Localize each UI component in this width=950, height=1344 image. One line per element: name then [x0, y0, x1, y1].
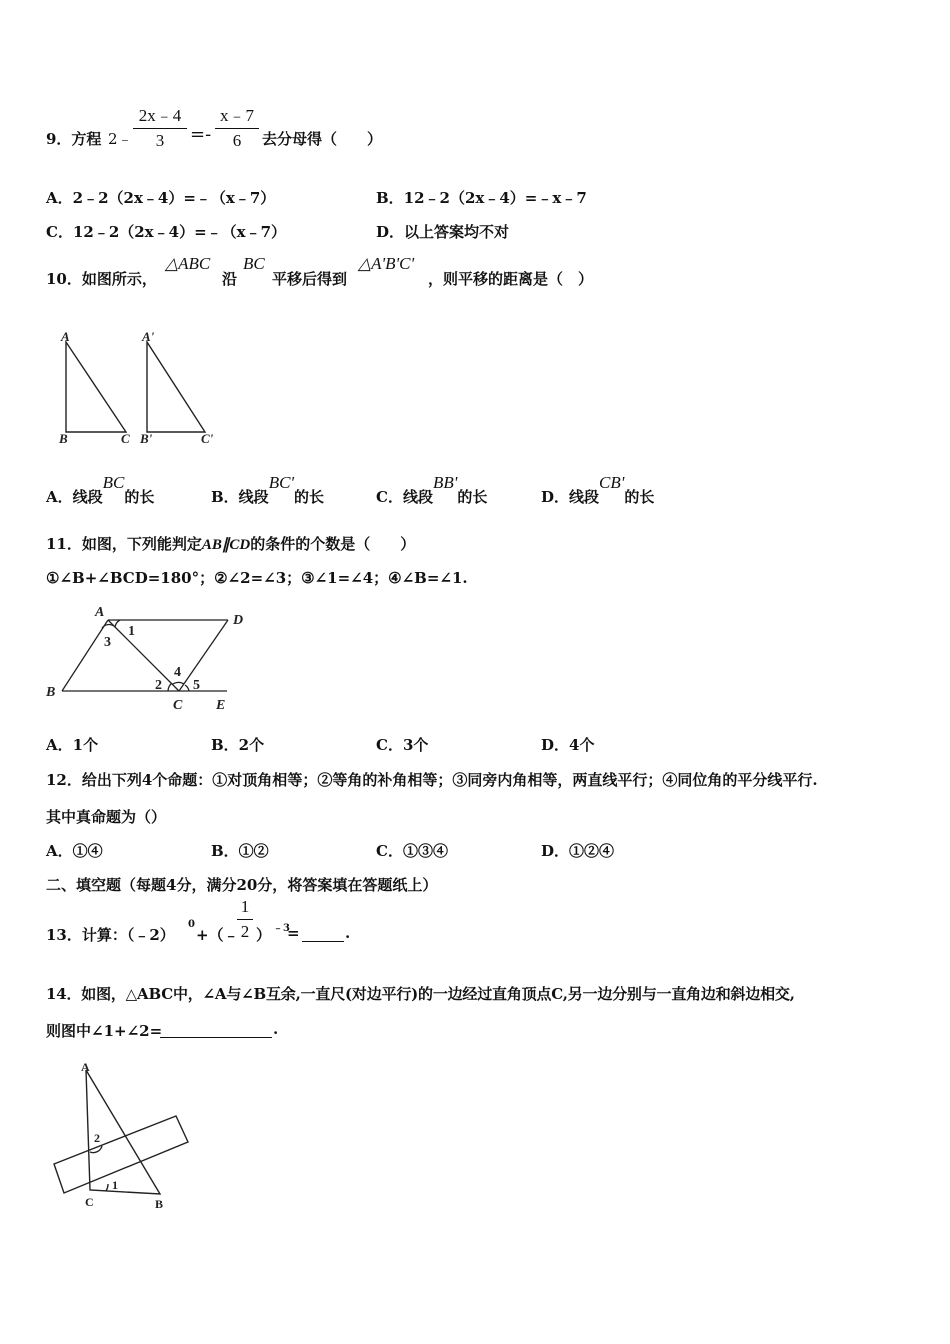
- q12-option-c[interactable]: C．①③④: [376, 842, 448, 860]
- q10-label-b: B: [59, 431, 68, 446]
- q14-label-2: 2: [94, 1131, 100, 1145]
- q13-end: .: [345, 924, 351, 942]
- q10-option-a-pre: A．线段: [46, 488, 103, 506]
- q9-option-a[interactable]: A．2﹣2（2x﹣4）=﹣（x﹣7）: [46, 189, 276, 207]
- q14-answer-blank[interactable]: [160, 1020, 272, 1042]
- q11-label-a: A: [95, 605, 105, 620]
- q13-fraction: [237, 897, 253, 942]
- q9-equals: =-: [190, 124, 212, 145]
- q14-arc-1: [106, 1184, 108, 1191]
- q10-option-c-pre: C．线段: [376, 488, 433, 506]
- q11-option-b[interactable]: B．2个: [211, 736, 265, 754]
- q11-arc-4: [173, 682, 184, 684]
- q9-frac2-den: 6: [232, 131, 242, 150]
- q10-option-b[interactable]: [211, 473, 325, 507]
- q11-stem-pre: 11．如图，下列能判定: [46, 535, 202, 553]
- q11-option-c[interactable]: C．3个: [376, 736, 429, 754]
- q10-triangle-left: [66, 342, 126, 432]
- q11-stem-math: AB∥CD: [201, 537, 251, 553]
- q11-line-ac: [108, 620, 179, 691]
- q11-option-a[interactable]: A．1个: [46, 736, 99, 754]
- q11-line-dc: [179, 620, 228, 691]
- q10-number: 10．如图所示，: [46, 270, 157, 288]
- q14-stem-line-1: 14．如图，△ABC中，∠A与∠B互余,一直尺(对边平行)的一边经过直角顶点C,另一边分别与一直角边和斜边相交,: [46, 985, 795, 1003]
- q10-option-d[interactable]: [541, 473, 655, 507]
- q9-frac1-den: 3: [155, 131, 165, 150]
- q13-eq: =: [287, 924, 300, 942]
- q9-option-b[interactable]: B．12﹣2（2x﹣4）=﹣x﹣7: [376, 189, 587, 207]
- q11-label-c: C: [173, 698, 183, 713]
- q10-seg-bc: BC: [243, 254, 265, 273]
- q12-stem-2: 其中真命题为（）: [46, 808, 167, 826]
- q14-figure: [46, 1060, 196, 1215]
- q10-label-b-prime: B': [140, 431, 153, 446]
- q11-conditions: ①∠B+∠BCD=180°；②∠2=∠3；③∠1=∠4；④∠B=∠1.: [46, 569, 468, 587]
- q13-pre: 13．计算：（﹣2）: [46, 926, 175, 944]
- q11-label-e: E: [216, 698, 226, 713]
- q10-option-a[interactable]: [46, 473, 155, 507]
- q10-label-c: C: [121, 431, 130, 446]
- q10-label-a: A: [61, 329, 70, 344]
- q9-option-d[interactable]: D．以上答案均不对: [376, 223, 510, 241]
- q11-label-d: D: [233, 613, 244, 628]
- q11-label-b: B: [46, 685, 56, 700]
- q10-label-c-prime: C': [201, 431, 214, 446]
- section-2-heading: 二、填空题（每题4分，满分20分，将答案填在答题纸上）: [46, 876, 438, 894]
- q14-label-c: C: [85, 1195, 94, 1209]
- q13-answer-blank[interactable]: [302, 924, 344, 946]
- q10-along: 沿: [222, 270, 238, 288]
- q10-triangle-abc: △ABC: [165, 254, 211, 273]
- q11-arc-2: [168, 683, 172, 691]
- q11-label-2: 2: [155, 678, 162, 693]
- q14-label-1: 1: [112, 1178, 118, 1192]
- q11-label-1: 1: [128, 624, 135, 639]
- q11-label-5: 5: [193, 678, 200, 693]
- q12-stem: 12．给出下列4个命题：①对顶角相等；②等角的补角相等；③同旁内角相等，两直线平行；④同位角的平分线平行.: [46, 771, 818, 789]
- q10-option-d-pre: D．线段: [541, 488, 600, 506]
- q11-stem: [46, 533, 415, 554]
- q10-option-d-seg: CB': [599, 473, 625, 492]
- q10-option-c[interactable]: [376, 473, 488, 507]
- q14-end: .: [273, 1020, 279, 1038]
- q9-fraction-2: [215, 101, 259, 151]
- q10-option-b-pre: B．线段: [211, 488, 269, 506]
- q13-close: ）: [256, 926, 272, 944]
- q13-mid: +（﹣: [196, 926, 239, 944]
- q10-option-b-seg: BC': [268, 473, 295, 492]
- q11-stem-post: 的条件的个数是（ ）: [250, 535, 416, 553]
- q10-option-c-post: 的长: [457, 488, 488, 506]
- q10-label-a-prime: A': [142, 329, 155, 344]
- q10-triangle-right: [147, 342, 205, 432]
- q10-triangle-abc-prime: △A'B'C': [358, 254, 415, 273]
- q12-option-d[interactable]: D．①②④: [541, 842, 615, 860]
- q10-option-c-seg: BB': [432, 473, 458, 492]
- q9-option-c[interactable]: C．12﹣2（2x﹣4）=﹣（x﹣7）: [46, 223, 287, 241]
- q10-tail: ，则平移的距离是（ ）: [428, 270, 594, 288]
- q11-label-3: 3: [104, 635, 111, 650]
- q11-line-ab: [62, 620, 108, 691]
- q13-frac-den: 2: [240, 922, 250, 941]
- q9-fraction-1: [133, 101, 187, 151]
- q14-label-a: A: [81, 1060, 90, 1074]
- q12-option-b[interactable]: B．①②: [211, 842, 269, 860]
- q10-option-a-seg: BC: [102, 473, 125, 492]
- q13-frac-num: 1: [240, 897, 250, 916]
- q11-option-d[interactable]: D．4个: [541, 736, 595, 754]
- q11-figure: [42, 600, 252, 718]
- q9-frac1-num: 2x﹣4: [138, 106, 182, 125]
- q13-exp: ﹣3: [273, 923, 290, 934]
- q9-tail: 去分母得（ ）: [262, 130, 383, 148]
- q9-frac2-num: x﹣7: [220, 106, 254, 125]
- q11-arc-5: [185, 685, 189, 691]
- q10-option-b-post: 的长: [294, 488, 325, 506]
- q10-option-d-post: 的长: [624, 488, 655, 506]
- q10-option-a-post: 的长: [124, 488, 155, 506]
- q11-label-4: 4: [174, 665, 181, 680]
- q10-figure: [54, 326, 224, 450]
- q11-arc-1: [115, 620, 120, 627]
- q14-label-b: B: [155, 1197, 164, 1211]
- q9-lead: 2﹣: [108, 130, 133, 148]
- q9-number: 9．方程: [46, 130, 102, 148]
- q13-exp0: 0: [188, 919, 195, 930]
- q10-move: 平移后得到: [272, 270, 348, 288]
- q12-option-a[interactable]: A．①④: [46, 842, 103, 860]
- q14-stem-line-2: 则图中∠1+∠2=: [46, 1022, 163, 1040]
